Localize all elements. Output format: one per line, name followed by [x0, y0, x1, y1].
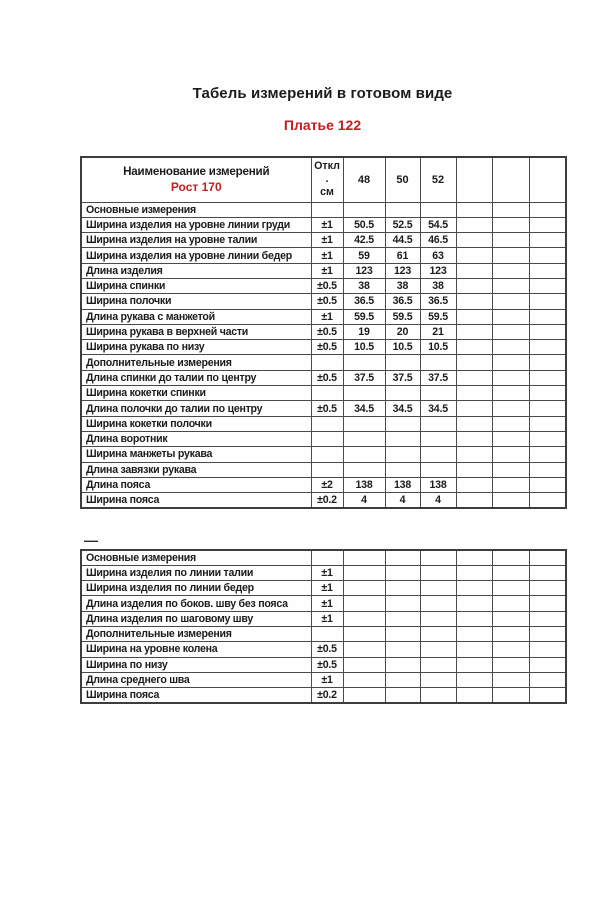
size-value	[456, 596, 492, 611]
deviation-value	[311, 355, 343, 370]
size-value: 37.5	[343, 370, 385, 385]
size-value: 54.5	[420, 217, 456, 232]
size-value: 63	[420, 248, 456, 263]
size-value	[420, 611, 456, 626]
deviation-value: ±1	[311, 217, 343, 232]
size-value	[456, 202, 492, 217]
size-value	[343, 447, 385, 462]
size-value	[529, 688, 566, 703]
size-value	[420, 642, 456, 657]
measurement-row	[81, 431, 566, 446]
measurement-row	[81, 386, 566, 401]
deviation-value: ±1	[311, 248, 343, 263]
size-value	[529, 370, 566, 385]
size-value	[343, 431, 385, 446]
size-value: 34.5	[385, 401, 420, 416]
size-value	[420, 688, 456, 703]
size-value	[385, 642, 420, 657]
size-value	[456, 477, 492, 492]
deviation-value: ±1	[311, 263, 343, 278]
measurement-label: Ширина пояса	[81, 493, 311, 508]
measurement-label: Ширина изделия на уровне линии груди	[81, 217, 311, 232]
size-value	[420, 386, 456, 401]
size-value	[456, 550, 492, 565]
size-value	[456, 248, 492, 263]
size-value: 19	[343, 324, 385, 339]
size-value	[529, 550, 566, 565]
size-value	[420, 672, 456, 687]
size-value	[343, 626, 385, 641]
size-value	[529, 657, 566, 672]
size-value	[492, 581, 529, 596]
measurement-label: Ширина рукава по низу	[81, 340, 311, 355]
measurement-label: Ширина манжеты рукава	[81, 447, 311, 462]
size-value: 123	[420, 263, 456, 278]
size-value	[420, 596, 456, 611]
size-value	[420, 416, 456, 431]
deviation-label-line1: Откл	[314, 160, 340, 173]
size-value	[420, 626, 456, 641]
deviation-value	[311, 416, 343, 431]
size-value	[456, 386, 492, 401]
column-header-size-50: 50	[385, 157, 420, 202]
measurement-label: Ширина изделия на уровне линии бедер	[81, 248, 311, 263]
size-value	[456, 565, 492, 580]
measurement-row	[81, 278, 566, 293]
size-value	[529, 217, 566, 232]
measurement-row	[81, 324, 566, 339]
size-value	[529, 596, 566, 611]
size-value	[385, 581, 420, 596]
deviation-value	[311, 386, 343, 401]
size-value	[343, 642, 385, 657]
size-value: 20	[385, 324, 420, 339]
size-value	[529, 493, 566, 508]
measurement-label: Длина изделия по шаговому шву	[81, 611, 311, 626]
measurement-label: Ширина полочки	[81, 294, 311, 309]
size-value: 10.5	[385, 340, 420, 355]
size-value	[456, 309, 492, 324]
secondary-measurements-table	[80, 549, 567, 704]
measurement-row	[81, 688, 566, 703]
measurement-label: Длина спинки до талии по центру	[81, 370, 311, 385]
size-value	[529, 309, 566, 324]
column-header-size-52: 52	[420, 157, 456, 202]
measurement-row	[81, 217, 566, 232]
size-value	[385, 462, 420, 477]
size-value	[343, 581, 385, 596]
secondary-table-body	[81, 550, 566, 703]
measurement-label: Ширина изделия по линии талии	[81, 565, 311, 580]
size-value	[385, 672, 420, 687]
measurement-row	[81, 596, 566, 611]
size-value: 59	[343, 248, 385, 263]
measurement-row	[81, 401, 566, 416]
size-value	[385, 431, 420, 446]
size-value	[456, 626, 492, 641]
size-value: 4	[343, 493, 385, 508]
size-value: 42.5	[343, 233, 385, 248]
size-value: 10.5	[343, 340, 385, 355]
size-value	[343, 462, 385, 477]
size-value	[456, 447, 492, 462]
size-value	[492, 309, 529, 324]
column-header-empty	[456, 157, 492, 202]
measurement-label: Ширина на уровне колена	[81, 642, 311, 657]
size-value	[492, 657, 529, 672]
size-value	[385, 611, 420, 626]
measurement-label: Длина полочки до талии по центру	[81, 401, 311, 416]
size-value	[529, 248, 566, 263]
deviation-value: ±0.5	[311, 324, 343, 339]
size-value	[343, 386, 385, 401]
measurement-label: Ширина изделия на уровне талии	[81, 233, 311, 248]
size-value	[385, 550, 420, 565]
size-value	[385, 626, 420, 641]
deviation-value: ±0.5	[311, 340, 343, 355]
measurement-label: Основные измерения	[81, 550, 311, 565]
column-header-empty	[529, 157, 566, 202]
size-value	[492, 233, 529, 248]
size-value	[385, 688, 420, 703]
size-value	[420, 447, 456, 462]
size-value	[343, 355, 385, 370]
size-value: 59.5	[385, 309, 420, 324]
size-value	[343, 596, 385, 611]
size-value: 52.5	[385, 217, 420, 232]
size-value: 34.5	[343, 401, 385, 416]
size-value	[385, 416, 420, 431]
deviation-value	[311, 626, 343, 641]
size-value	[343, 550, 385, 565]
dash-marker: —	[84, 532, 97, 548]
size-value	[385, 447, 420, 462]
measurement-row	[81, 416, 566, 431]
size-value	[492, 294, 529, 309]
size-value	[420, 355, 456, 370]
size-value: 38	[385, 278, 420, 293]
size-value	[385, 202, 420, 217]
size-value: 38	[343, 278, 385, 293]
measurement-row	[81, 309, 566, 324]
deviation-value: ±0.5	[311, 370, 343, 385]
size-value	[529, 462, 566, 477]
measurement-label: Ширина кокетки полочки	[81, 416, 311, 431]
measurement-label: Длина изделия по боков. шву без пояса	[81, 596, 311, 611]
size-value	[456, 233, 492, 248]
size-value: 37.5	[385, 370, 420, 385]
size-value: 37.5	[420, 370, 456, 385]
deviation-value: ±0.5	[311, 642, 343, 657]
size-value	[492, 550, 529, 565]
size-value	[456, 217, 492, 232]
deviation-value	[311, 202, 343, 217]
size-value: 21	[420, 324, 456, 339]
size-value	[456, 355, 492, 370]
deviation-value: ±1	[311, 596, 343, 611]
size-value: 138	[420, 477, 456, 492]
size-value	[456, 611, 492, 626]
deviation-value: ±0.5	[311, 294, 343, 309]
size-value: 138	[385, 477, 420, 492]
size-value	[420, 581, 456, 596]
dress-measurements-table	[80, 156, 567, 509]
document-title: Табель измерений в готовом виде	[192, 85, 453, 102]
section-row	[81, 355, 566, 370]
measurement-label: Ширина по низу	[81, 657, 311, 672]
size-value	[492, 462, 529, 477]
measurement-label: Длина воротник	[81, 431, 311, 446]
column-header-empty	[492, 157, 529, 202]
size-value	[529, 263, 566, 278]
size-value	[456, 493, 492, 508]
size-value	[385, 355, 420, 370]
measurement-row	[81, 611, 566, 626]
deviation-value	[311, 550, 343, 565]
measurement-row	[81, 581, 566, 596]
measurement-row	[81, 263, 566, 278]
measurement-label: Ширина рукава в верхней части	[81, 324, 311, 339]
measurement-label: Длина пояса	[81, 477, 311, 492]
measurement-label: Ширина изделия по линии бедер	[81, 581, 311, 596]
size-value	[456, 672, 492, 687]
size-value	[492, 431, 529, 446]
measurement-label: Ширина пояса	[81, 688, 311, 703]
size-value	[456, 462, 492, 477]
deviation-label-line2: .	[325, 173, 329, 186]
size-value: 36.5	[420, 294, 456, 309]
size-value	[529, 477, 566, 492]
size-value	[456, 340, 492, 355]
size-value: 36.5	[343, 294, 385, 309]
deviation-value: ±0.2	[311, 688, 343, 703]
size-value	[343, 611, 385, 626]
deviation-value: ±1	[311, 309, 343, 324]
size-value	[456, 294, 492, 309]
size-value	[456, 642, 492, 657]
size-value: 34.5	[420, 401, 456, 416]
section-row	[81, 202, 566, 217]
measurement-row	[81, 248, 566, 263]
deviation-value: ±0.5	[311, 657, 343, 672]
size-value	[492, 355, 529, 370]
deviation-value: ±0.5	[311, 278, 343, 293]
measurement-row	[81, 462, 566, 477]
size-value	[385, 386, 420, 401]
size-value	[492, 565, 529, 580]
measurement-row	[81, 657, 566, 672]
size-value	[492, 401, 529, 416]
size-value	[343, 202, 385, 217]
size-value	[456, 688, 492, 703]
measurement-row	[81, 233, 566, 248]
size-value	[492, 447, 529, 462]
size-value: 44.5	[385, 233, 420, 248]
size-value	[456, 581, 492, 596]
deviation-value: ±0.2	[311, 493, 343, 508]
size-value	[492, 217, 529, 232]
size-value	[529, 642, 566, 657]
deviation-value: ±1	[311, 233, 343, 248]
size-value	[456, 416, 492, 431]
size-value	[492, 324, 529, 339]
deviation-value	[311, 447, 343, 462]
size-value: 36.5	[385, 294, 420, 309]
size-value: 10.5	[420, 340, 456, 355]
size-value	[492, 688, 529, 703]
size-value	[529, 386, 566, 401]
size-value	[385, 565, 420, 580]
size-value	[420, 550, 456, 565]
size-value	[420, 657, 456, 672]
column-header-deviation	[311, 157, 343, 202]
measurement-label: Ширина спинки	[81, 278, 311, 293]
size-value	[420, 202, 456, 217]
measurement-row	[81, 642, 566, 657]
size-value	[529, 233, 566, 248]
size-value	[420, 565, 456, 580]
measurement-row	[81, 672, 566, 687]
growth-label: Рост 170	[170, 180, 222, 195]
column-header-size-48: 48	[343, 157, 385, 202]
size-value: 123	[343, 263, 385, 278]
measurement-row	[81, 370, 566, 385]
size-value	[385, 596, 420, 611]
size-value: 123	[385, 263, 420, 278]
measurement-label: Основные измерения	[81, 202, 311, 217]
size-value	[529, 672, 566, 687]
measurement-label: Длина изделия	[81, 263, 311, 278]
document-subtitle: Платье 122	[283, 117, 362, 133]
size-value	[343, 672, 385, 687]
size-value	[492, 278, 529, 293]
size-value	[529, 611, 566, 626]
size-value	[456, 431, 492, 446]
deviation-value	[311, 431, 343, 446]
deviation-value: ±1	[311, 611, 343, 626]
measurement-row	[81, 294, 566, 309]
size-value	[343, 416, 385, 431]
size-value	[343, 688, 385, 703]
size-value	[456, 324, 492, 339]
size-value: 59.5	[343, 309, 385, 324]
measurement-label: Длина рукава с манжетой	[81, 309, 311, 324]
measurement-label: Длина завязки рукава	[81, 462, 311, 477]
size-value	[420, 462, 456, 477]
size-value	[420, 431, 456, 446]
size-value	[529, 202, 566, 217]
size-value	[456, 657, 492, 672]
size-value	[492, 626, 529, 641]
deviation-value: ±2	[311, 477, 343, 492]
size-value: 46.5	[420, 233, 456, 248]
size-value	[529, 626, 566, 641]
size-value	[492, 370, 529, 385]
size-value	[456, 370, 492, 385]
size-value	[492, 340, 529, 355]
size-value	[456, 401, 492, 416]
table-header-row	[81, 157, 566, 202]
size-value	[385, 657, 420, 672]
deviation-value: ±1	[311, 565, 343, 580]
size-value	[529, 355, 566, 370]
name-column-label: Наименование измерений	[123, 165, 270, 179]
deviation-value: ±1	[311, 672, 343, 687]
size-value	[492, 611, 529, 626]
size-value	[456, 263, 492, 278]
deviation-value	[311, 462, 343, 477]
size-value	[492, 248, 529, 263]
size-value	[529, 581, 566, 596]
size-value	[529, 565, 566, 580]
size-value: 38	[420, 278, 456, 293]
size-value	[529, 401, 566, 416]
size-value	[343, 565, 385, 580]
measurement-row	[81, 340, 566, 355]
size-value: 138	[343, 477, 385, 492]
column-header-name	[81, 157, 311, 202]
size-value	[492, 386, 529, 401]
measurement-label: Дополнительные измерения	[81, 626, 311, 641]
size-value	[492, 477, 529, 492]
size-value	[492, 202, 529, 217]
size-value: 4	[385, 493, 420, 508]
size-value: 4	[420, 493, 456, 508]
size-value	[492, 642, 529, 657]
size-value	[343, 657, 385, 672]
size-value	[529, 416, 566, 431]
size-value	[492, 493, 529, 508]
size-value	[492, 596, 529, 611]
size-value	[492, 263, 529, 278]
measurement-row	[81, 477, 566, 492]
measurement-row	[81, 565, 566, 580]
size-value: 59.5	[420, 309, 456, 324]
measurement-label: Ширина кокетки спинки	[81, 386, 311, 401]
measurement-row	[81, 493, 566, 508]
size-value	[492, 416, 529, 431]
size-value	[529, 324, 566, 339]
size-value	[529, 340, 566, 355]
size-value: 61	[385, 248, 420, 263]
deviation-label-line3: см	[320, 186, 334, 199]
dress-table-body	[81, 202, 566, 508]
size-value	[529, 447, 566, 462]
deviation-value: ±0.5	[311, 401, 343, 416]
size-value	[529, 294, 566, 309]
size-value	[529, 431, 566, 446]
measurement-label: Длина среднего шва	[81, 672, 311, 687]
size-value	[529, 278, 566, 293]
section-row	[81, 626, 566, 641]
size-value	[456, 278, 492, 293]
deviation-value: ±1	[311, 581, 343, 596]
measurement-label: Дополнительные измерения	[81, 355, 311, 370]
section-row	[81, 550, 566, 565]
size-value	[492, 672, 529, 687]
measurement-row	[81, 447, 566, 462]
size-value: 50.5	[343, 217, 385, 232]
